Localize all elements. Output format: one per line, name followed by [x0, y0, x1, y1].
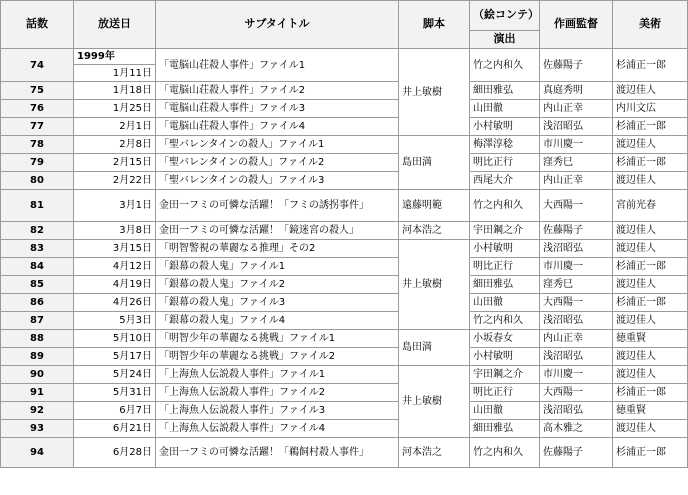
- animation-director-cell: 内山正幸: [540, 100, 613, 118]
- animation-director-cell: 大西陽一: [540, 294, 613, 312]
- animation-director-cell: 真庭秀明: [540, 82, 613, 100]
- subtitle-cell: 「銀幕の殺人鬼」ファイル1: [156, 258, 399, 276]
- subtitle-cell: 金田一フミの可憐な活躍！「鏡迷宮の殺人」: [156, 222, 399, 240]
- subtitle-cell: 「電脳山荘殺人事件」ファイル3: [156, 100, 399, 118]
- art-cell: 杉浦正一郎: [613, 118, 688, 136]
- director-cell: 山田徹: [470, 294, 540, 312]
- art-cell: 杉浦正一郎: [613, 438, 688, 468]
- art-cell: 渡辺佳人: [613, 348, 688, 366]
- director-cell: 小村敏明: [470, 240, 540, 258]
- director-cell: 小村敏明: [470, 118, 540, 136]
- episode-number: 84: [1, 258, 74, 276]
- subtitle-cell: 「聖バレンタインの殺人」ファイル1: [156, 136, 399, 154]
- subtitle-cell: 「聖バレンタインの殺人」ファイル3: [156, 172, 399, 190]
- episode-number: 75: [1, 82, 74, 100]
- air-date: 3月15日: [74, 240, 156, 258]
- script-cell: 井上敏樹: [399, 240, 470, 330]
- air-date: 2月8日: [74, 136, 156, 154]
- art-cell: 渡辺佳人: [613, 222, 688, 240]
- animation-director-cell: 浅沼昭弘: [540, 348, 613, 366]
- air-date: 4月19日: [74, 276, 156, 294]
- subtitle-cell: 「上海魚人伝説殺人事件」ファイル1: [156, 366, 399, 384]
- subtitle-cell: 「明智少年の華麗なる挑戦」ファイル1: [156, 330, 399, 348]
- subtitle-cell: 「上海魚人伝説殺人事件」ファイル3: [156, 402, 399, 420]
- air-date: 3月1日: [74, 190, 156, 222]
- episode-number: 93: [1, 420, 74, 438]
- director-cell: 梅澤淳稔: [470, 136, 540, 154]
- art-cell: 内川文広: [613, 100, 688, 118]
- episode-number: 80: [1, 172, 74, 190]
- animation-director-cell: 窪秀巳: [540, 154, 613, 172]
- subtitle-cell: 「電脳山荘殺人事件」ファイル1: [156, 49, 399, 82]
- director-cell: 明比正行: [470, 154, 540, 172]
- air-date: 6月21日: [74, 420, 156, 438]
- header-air-date: 放送日: [74, 1, 156, 49]
- art-cell: 徳重賢: [613, 402, 688, 420]
- subtitle-cell: 「明智少年の華麗なる挑戦」ファイル2: [156, 348, 399, 366]
- script-cell: 河本浩之: [399, 438, 470, 468]
- episode-number: 82: [1, 222, 74, 240]
- subtitle-cell: 金田一フミの可憐な活躍！「鵜飼村殺人事件」: [156, 438, 399, 468]
- script-cell: 島田満: [399, 330, 470, 366]
- script-cell: 河本浩之: [399, 222, 470, 240]
- air-date: 5月17日: [74, 348, 156, 366]
- art-cell: 杉浦正一郎: [613, 294, 688, 312]
- header-art: 美術: [613, 1, 688, 49]
- director-cell: 小村敏明: [470, 348, 540, 366]
- art-cell: 杉浦正一郎: [613, 49, 688, 82]
- episode-number: 88: [1, 330, 74, 348]
- table-header: [1, 1, 688, 49]
- air-date: 2月22日: [74, 172, 156, 190]
- air-date: 4月12日: [74, 258, 156, 276]
- subtitle-cell: 「電脳山荘殺人事件」ファイル2: [156, 82, 399, 100]
- header-storyboard: （絵コンテ）: [470, 1, 540, 31]
- episode-number: 79: [1, 154, 74, 172]
- air-date: 5月3日: [74, 312, 156, 330]
- episode-number: 76: [1, 100, 74, 118]
- animation-director-cell: 市川慶一: [540, 258, 613, 276]
- animation-director-cell: 市川慶一: [540, 136, 613, 154]
- director-cell: 竹之内和久: [470, 49, 540, 82]
- script-cell: 井上敏樹: [399, 49, 470, 136]
- air-date: 5月24日: [74, 366, 156, 384]
- art-cell: 杉浦正一郎: [613, 154, 688, 172]
- header-animation-director: 作画監督: [540, 1, 613, 49]
- art-cell: 徳重賢: [613, 330, 688, 348]
- subtitle-cell: 「上海魚人伝説殺人事件」ファイル2: [156, 384, 399, 402]
- animation-director-cell: 佐藤陽子: [540, 438, 613, 468]
- animation-director-cell: 市川慶一: [540, 366, 613, 384]
- art-cell: 渡辺佳人: [613, 82, 688, 100]
- art-cell: 渡辺佳人: [613, 312, 688, 330]
- air-date: 2月15日: [74, 154, 156, 172]
- art-cell: 渡辺佳人: [613, 172, 688, 190]
- animation-director-cell: 浅沼昭弘: [540, 312, 613, 330]
- episode-number: 77: [1, 118, 74, 136]
- episode-number: 92: [1, 402, 74, 420]
- episode-number: 94: [1, 438, 74, 468]
- air-date: 6月7日: [74, 402, 156, 420]
- episode-number: 78: [1, 136, 74, 154]
- art-cell: 渡辺佳人: [613, 276, 688, 294]
- animation-director-cell: 佐藤陽子: [540, 222, 613, 240]
- art-cell: 渡辺佳人: [613, 240, 688, 258]
- episode-number: 87: [1, 312, 74, 330]
- art-cell: 渡辺佳人: [613, 136, 688, 154]
- episode-number: 89: [1, 348, 74, 366]
- animation-director-cell: 浅沼昭弘: [540, 118, 613, 136]
- director-cell: 竹之内和久: [470, 438, 540, 468]
- air-date: 6月28日: [74, 438, 156, 468]
- episode-number: 83: [1, 240, 74, 258]
- art-cell: 杉浦正一郎: [613, 384, 688, 402]
- director-cell: 山田徹: [470, 100, 540, 118]
- subtitle-cell: 「上海魚人伝説殺人事件」ファイル4: [156, 420, 399, 438]
- air-date: 3月8日: [74, 222, 156, 240]
- script-cell: 遠藤明範: [399, 190, 470, 222]
- episode-number: 91: [1, 384, 74, 402]
- animation-director-cell: 内山正幸: [540, 330, 613, 348]
- animation-director-cell: 浅沼昭弘: [540, 402, 613, 420]
- art-cell: 宮前光春: [613, 190, 688, 222]
- air-date: 5月10日: [74, 330, 156, 348]
- episode-number: 86: [1, 294, 74, 312]
- art-cell: 杉浦正一郎: [613, 258, 688, 276]
- art-cell: 渡辺佳人: [613, 366, 688, 384]
- director-cell: 山田徹: [470, 402, 540, 420]
- subtitle-cell: 「明智警視の華麗なる推理」その2: [156, 240, 399, 258]
- subtitle-cell: 「聖バレンタインの殺人」ファイル2: [156, 154, 399, 172]
- director-cell: 明比正行: [470, 258, 540, 276]
- subtitle-cell: 「銀幕の殺人鬼」ファイル2: [156, 276, 399, 294]
- air-date: 4月26日: [74, 294, 156, 312]
- animation-director-cell: 大西陽一: [540, 190, 613, 222]
- episode-number: 74: [1, 49, 74, 82]
- director-cell: 細田雅弘: [470, 82, 540, 100]
- air-date: 5月31日: [74, 384, 156, 402]
- episode-number: 85: [1, 276, 74, 294]
- director-cell: 竹之内和久: [470, 312, 540, 330]
- header-subtitle: サブタイトル: [156, 1, 399, 49]
- director-cell: 西尾大介: [470, 172, 540, 190]
- subtitle-cell: 「銀幕の殺人鬼」ファイル3: [156, 294, 399, 312]
- header-episode-director: 演出: [470, 31, 540, 49]
- header-script: 脚本: [399, 1, 470, 49]
- director-cell: 細田雅弘: [470, 420, 540, 438]
- director-cell: 明比正行: [470, 384, 540, 402]
- animation-director-cell: 佐藤陽子: [540, 49, 613, 82]
- director-cell: 細田雅弘: [470, 276, 540, 294]
- air-date: 1月11日: [74, 65, 156, 82]
- director-cell: 宇田鋼之介: [470, 222, 540, 240]
- animation-director-cell: 大西陽一: [540, 384, 613, 402]
- subtitle-cell: 「電脳山荘殺人事件」ファイル4: [156, 118, 399, 136]
- air-date: 1月18日: [74, 82, 156, 100]
- animation-director-cell: 窪秀巳: [540, 276, 613, 294]
- art-cell: 渡辺佳人: [613, 420, 688, 438]
- subtitle-cell: 「銀幕の殺人鬼」ファイル4: [156, 312, 399, 330]
- subtitle-cell: 金田一フミの可憐な活躍！「フミの誘拐事件」: [156, 190, 399, 222]
- director-cell: 小坂春女: [470, 330, 540, 348]
- animation-director-cell: 浅沼昭弘: [540, 240, 613, 258]
- header-episode-number: 話数: [1, 1, 74, 49]
- episode-number: 81: [1, 190, 74, 222]
- air-date: 2月1日: [74, 118, 156, 136]
- year-label: 1999年: [74, 49, 156, 65]
- director-cell: 宇田鋼之介: [470, 366, 540, 384]
- director-cell: 竹之内和久: [470, 190, 540, 222]
- episode-number: 90: [1, 366, 74, 384]
- air-date: 1月25日: [74, 100, 156, 118]
- animation-director-cell: 内山正幸: [540, 172, 613, 190]
- script-cell: 井上敏樹: [399, 366, 470, 438]
- animation-director-cell: 高木雅之: [540, 420, 613, 438]
- script-cell: 島田満: [399, 136, 470, 190]
- table-body: [1, 49, 688, 468]
